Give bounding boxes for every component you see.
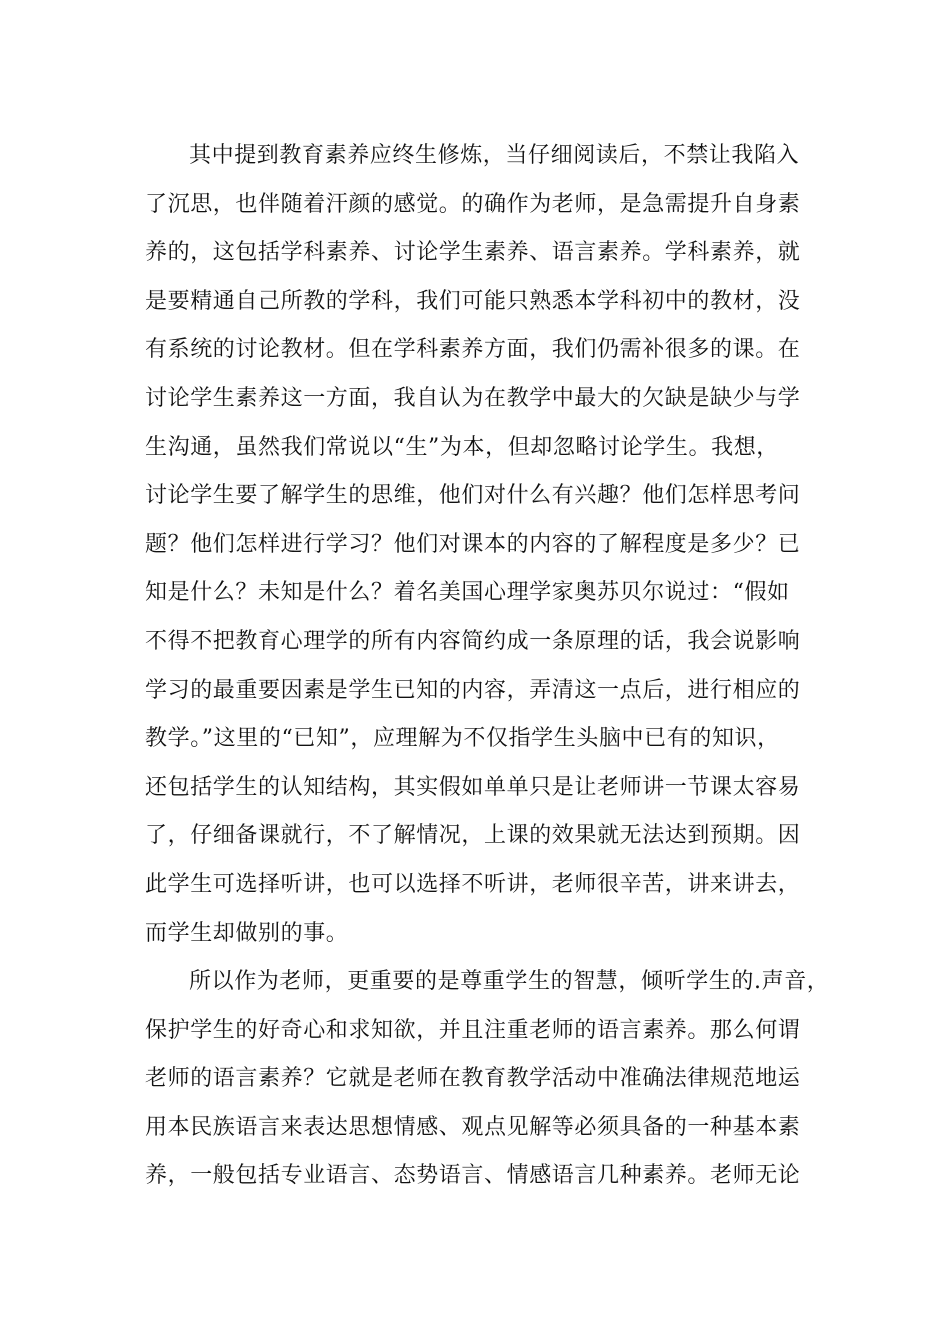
paragraph-2 <box>145 958 830 1201</box>
text-line: 所以作为老师，更重要的是尊重学生的智慧，倾听学生的.声音， <box>189 969 830 995</box>
text-line: 用本民族语言来表达思想情感、观点见解等必须具备的一种基本素 <box>145 1114 801 1140</box>
text-line: 知是什么？未知是什么？着名美国心理学家奥苏贝尔说过：“假如 <box>145 580 790 606</box>
text-line: 有系统的讨论教材。但在学科素养方面，我们仍需补很多的课。在 <box>145 337 801 363</box>
text-line: 了，仔细备课就行，不了解情况，上课的效果就无法达到预期。因 <box>145 823 801 849</box>
text-line: 讨论学生素养这一方面，我自认为在教学中最大的欠缺是缺少与学 <box>145 385 801 411</box>
text-line: 了沉思，也伴随着汗颜的感觉。的确作为老师，是急需提升自身素 <box>145 191 801 217</box>
text-line: 养的，这包括学科素养、讨论学生素养、语言素养。学科素养，就 <box>145 240 801 266</box>
text-line: 还包括学生的认知结构，其实假如单单只是让老师讲一节课太容易 <box>145 774 801 800</box>
text-line: 题？他们怎样进行学习？他们对课本的内容的了解程度是多少？已 <box>145 531 801 557</box>
text-line: 教学。”这里的“已知”，应理解为不仅指学生头脑中已有的知识， <box>145 726 780 752</box>
text-line: 老师的语言素养？它就是老师在教育教学活动中准确法律规范地运 <box>145 1066 801 1092</box>
text-line: 而学生却做别的事。 <box>145 920 349 946</box>
text-line: 是要精通自己所教的学科，我们可能只熟悉本学科初中的教材，没 <box>145 288 801 314</box>
text-line: 学习的最重要因素是学生已知的内容，弄清这一点后，进行相应的 <box>145 677 801 703</box>
text-line: 其中提到教育素养应终生修炼，当仔细阅读后，不禁让我陷入 <box>189 143 800 168</box>
text-line: 生沟通，虽然我们常说以“生”为本，但却忽略讨论学生。我想， <box>145 434 779 460</box>
text-line: 此学生可选择听讲，也可以选择不听讲，老师很辛苦，讲来讲去， <box>145 871 801 897</box>
text-line: 讨论学生要了解学生的思维，他们对什么有兴趣？他们怎样思考问 <box>145 483 801 509</box>
text-line: 保护学生的好奇心和求知欲，并且注重老师的语言素养。那么何谓 <box>145 1017 801 1043</box>
text-line: 不得不把教育心理学的所有内容简约成一条原理的话，我会说影响 <box>145 628 801 654</box>
document-body <box>145 132 830 1201</box>
text-line: 养，一般包括专业语言、态势语言、情感语言几种素养。老师无论 <box>145 1163 801 1189</box>
paragraph-1 <box>145 132 815 958</box>
